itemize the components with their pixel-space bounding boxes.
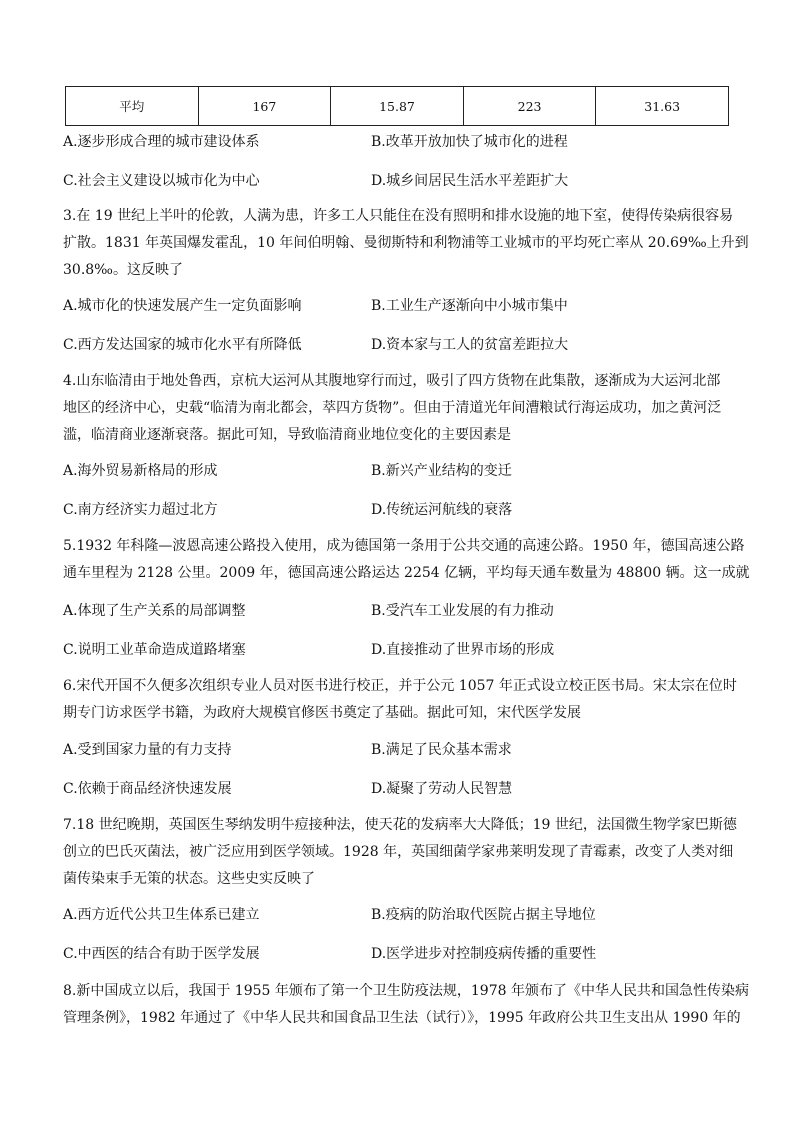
q3-option-b: B.工业生产逐渐向中小城市集中 xyxy=(371,298,568,314)
q5-stem-line2: 通车里程为 2128 公里。2009 年，德国高速公路运达 2254 亿辆，平均每天通车数量为 48800 辆。这一成就 xyxy=(63,565,750,581)
q2-option-b: B.改革开放加快了城市化的进程 xyxy=(371,134,568,150)
q3-option-a: A.城市化的快速发展产生一定负面影响 xyxy=(63,298,302,314)
table-row xyxy=(66,87,729,126)
q3-option-c: C.西方发达国家的城市化水平有所降低 xyxy=(63,337,302,353)
q7-option-c: C.中西医的结合有助于医学发展 xyxy=(63,946,260,962)
q4-option-b: B.新兴产业结构的变迁 xyxy=(371,463,512,479)
q5-stem-line1: 5.1932 年科隆—波恩高速公路投入使用，成为德国第一条用于公共交通的高速公路。1950 年，德国高速公路 xyxy=(63,538,745,554)
q6-option-d: D.凝聚了劳动人民智慧 xyxy=(371,781,513,797)
q5-option-c: C.说明工业革命造成道路堵塞 xyxy=(63,642,246,658)
average-table xyxy=(65,86,729,126)
q4-stem-line1: 4.山东临清由于地处鲁西，京杭大运河从其腹地穿行而过，吸引了四方货物在此集散，逐渐成为大运河北部 xyxy=(63,373,721,389)
q4-option-c: C.南方经济实力超过北方 xyxy=(63,502,218,518)
q8-stem-line2: 管理条例》，1982 年通过了《中华人民共和国食品卫生法（试行）》，1995 年政府公共卫生支出从 1990 年的 xyxy=(63,1010,741,1026)
q8-stem-line1: 8.新中国成立以后，我国于 1955 年颁布了第一个卫生防疫法规，1978 年颁布了《中华人民共和国急性传染病 xyxy=(63,983,749,999)
q3-stem-line1: 3.在 19 世纪上半叶的伦敦，人满为患，许多工人只能住在没有照明和排水设施的地下室，使得传染病很容易 xyxy=(63,208,734,224)
q4-option-a: A.海外贸易新格局的形成 xyxy=(63,463,218,479)
q5-option-d: D.直接推动了世界市场的形成 xyxy=(371,642,555,658)
table-cell-label: 平均 xyxy=(66,87,199,126)
q3-stem-line3: 30.8‰。这反映了 xyxy=(63,262,183,278)
q4-option-d: D.传统运河航线的衰落 xyxy=(371,502,513,518)
q2-option-a: A.逐步形成合理的城市建设体系 xyxy=(63,134,260,150)
q6-option-c: C.依赖于商品经济快速发展 xyxy=(63,781,232,797)
q7-stem-line2: 创立的巴氏灭菌法，被广泛应用到医学领域。1928 年，英国细菌学家弗莱明发现了青霉素，改变了人类对细 xyxy=(63,844,734,860)
q6-option-a: A.受到国家力量的有力支持 xyxy=(63,742,232,758)
q7-option-b: B.疫病的防治取代医院占据主导地位 xyxy=(371,907,596,923)
q6-stem-line2: 期专门访求医学书籍，为政府大规模官修医书奠定了基础。据此可知，宋代医学发展 xyxy=(63,705,581,721)
q2-option-d: D.城乡间居民生活水平差距扩大 xyxy=(371,173,569,189)
q2-option-c: C.社会主义建设以城市化为中心 xyxy=(63,173,260,189)
table-cell: 223 xyxy=(463,87,596,126)
q3-option-d: D.资本家与工人的贫富差距拉大 xyxy=(371,337,569,353)
q7-stem-line1: 7.18 世纪晚期，英国医生琴纳发明牛痘接种法，使天花的发病率大大降低；19 世纪，法国微生物学家巴斯德 xyxy=(63,817,737,833)
q4-stem-line2: 地区的经济中心，史载“临清为南北都会，萃四方货物”。但由于清道光年间漕粮试行海运成功，加之黄河泛 xyxy=(63,400,722,416)
q4-stem-line3: 滥，临清商业逐渐衰落。据此可知，导致临清商业地位变化的主要因素是 xyxy=(63,427,511,443)
q5-option-b: B.受汽车工业发展的有力推动 xyxy=(371,603,554,619)
q6-option-b: B.满足了民众基本需求 xyxy=(371,742,512,758)
q3-stem-line2: 扩散。1831 年英国爆发霍乱，10 年间伯明翰、曼彻斯特和利物浦等工业城市的平均死亡率从 20.69‰上升到 xyxy=(63,235,749,251)
q7-option-d: D.医学进步对控制疫病传播的重要性 xyxy=(371,946,597,962)
q7-stem-line3: 菌传染束手无策的状态。这些史实反映了 xyxy=(63,871,315,887)
table-cell: 31.63 xyxy=(596,87,729,126)
table-cell: 15.87 xyxy=(331,87,464,126)
q6-stem-line1: 6.宋代开国不久便多次组织专业人员对医书进行校正，并于公元 1057 年正式设立校正医书局。宋太宗在位时 xyxy=(63,678,737,694)
q7-option-a: A.西方近代公共卫生体系已建立 xyxy=(63,907,260,923)
table-cell: 167 xyxy=(198,87,331,126)
q5-option-a: A.体现了生产关系的局部调整 xyxy=(63,603,246,619)
